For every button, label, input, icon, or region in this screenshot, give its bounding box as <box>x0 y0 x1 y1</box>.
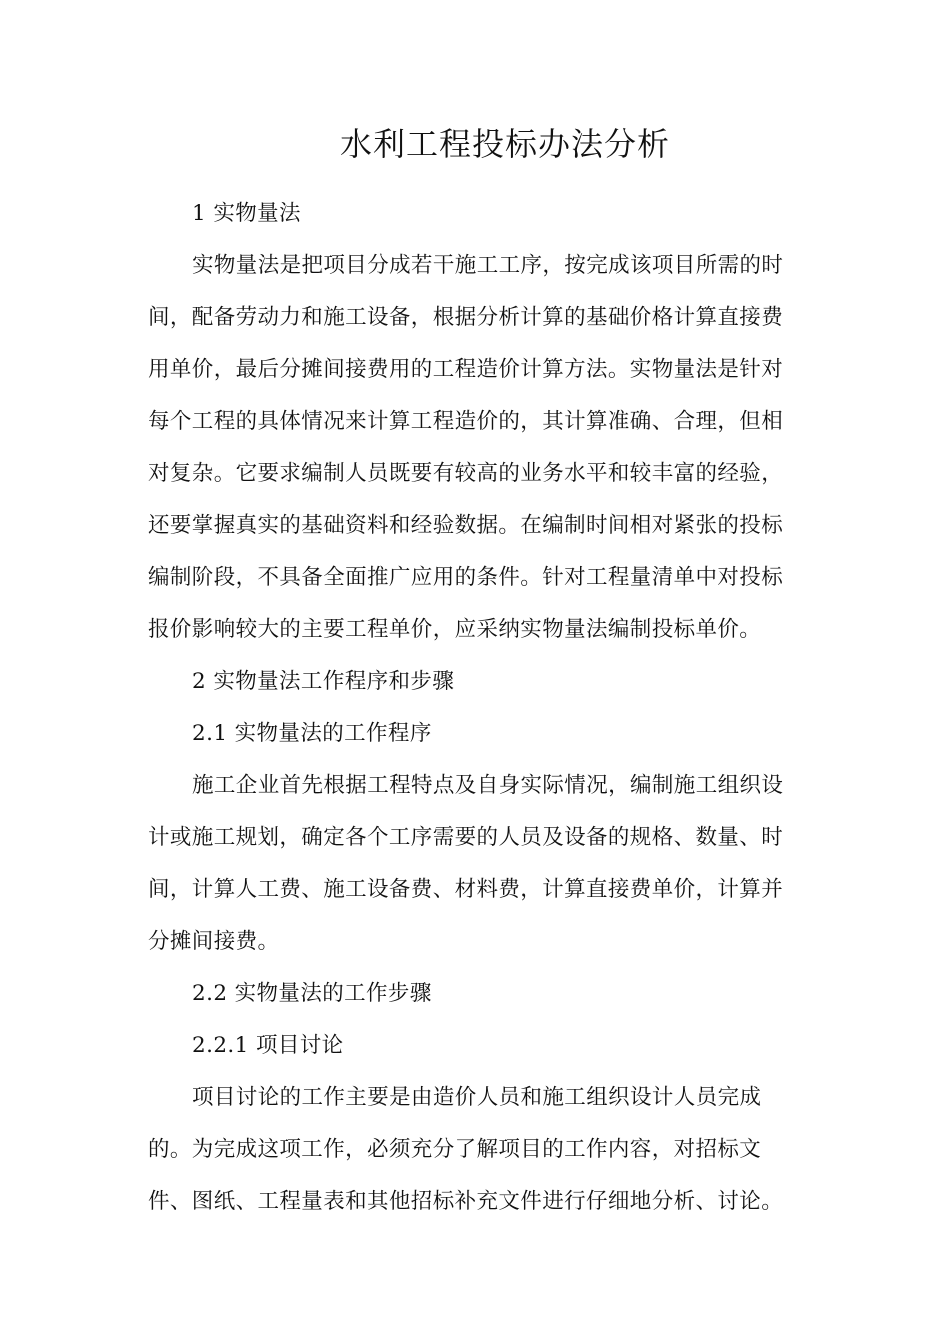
document-title: 水利工程投标办法分析 <box>339 125 670 163</box>
text-line: 对复杂。它要求编制人员既要有较高的业务水平和较丰富的经验， <box>148 461 784 486</box>
text-line: 件、图纸、工程量表和其他招标补充文件进行仔细地分析、讨论。 <box>148 1189 784 1214</box>
text-line: 间，配备劳动力和施工设备，根据分析计算的基础价格计算直接费 <box>148 305 784 330</box>
document-body <box>148 194 800 1234</box>
text-line: 每个工程的具体情况来计算工程造价的，其计算准确、合理，但相 <box>148 409 784 434</box>
text-line: 2.2.1 项目讨论 <box>192 1033 344 1058</box>
text-line: 的。为完成这项工作，必须充分了解项目的工作内容，对招标文 <box>148 1137 762 1162</box>
text-line: 编制阶段，不具备全面推广应用的条件。针对工程量清单中对投标 <box>148 565 784 590</box>
text-line: 报价影响较大的主要工程单价，应采纳实物量法编制投标单价。 <box>148 617 762 642</box>
text-line: 实物量法是把项目分成若干施工工序，按完成该项目所需的时 <box>192 253 784 278</box>
text-line: 间，计算人工费、施工设备费、材料费，计算直接费单价，计算并 <box>148 877 784 902</box>
text-line: 用单价，最后分摊间接费用的工程造价计算方法。实物量法是针对 <box>148 357 784 382</box>
text-line: 1 实物量法 <box>192 201 301 226</box>
text-line: 2.2 实物量法的工作步骤 <box>192 981 432 1006</box>
text-line: 计或施工规划，确定各个工序需要的人员及设备的规格、数量、时 <box>148 825 784 850</box>
text-line: 还要掌握真实的基础资料和经验数据。在编制时间相对紧张的投标 <box>148 513 784 538</box>
text-line: 2 实物量法工作程序和步骤 <box>192 669 455 694</box>
text-line: 项目讨论的工作主要是由造价人员和施工组织设计人员完成 <box>192 1085 762 1110</box>
text-line: 分摊间接费。 <box>148 929 280 954</box>
text-line: 2.1 实物量法的工作程序 <box>192 721 432 746</box>
text-line: 施工企业首先根据工程特点及自身实际情况，编制施工组织设 <box>192 773 784 798</box>
